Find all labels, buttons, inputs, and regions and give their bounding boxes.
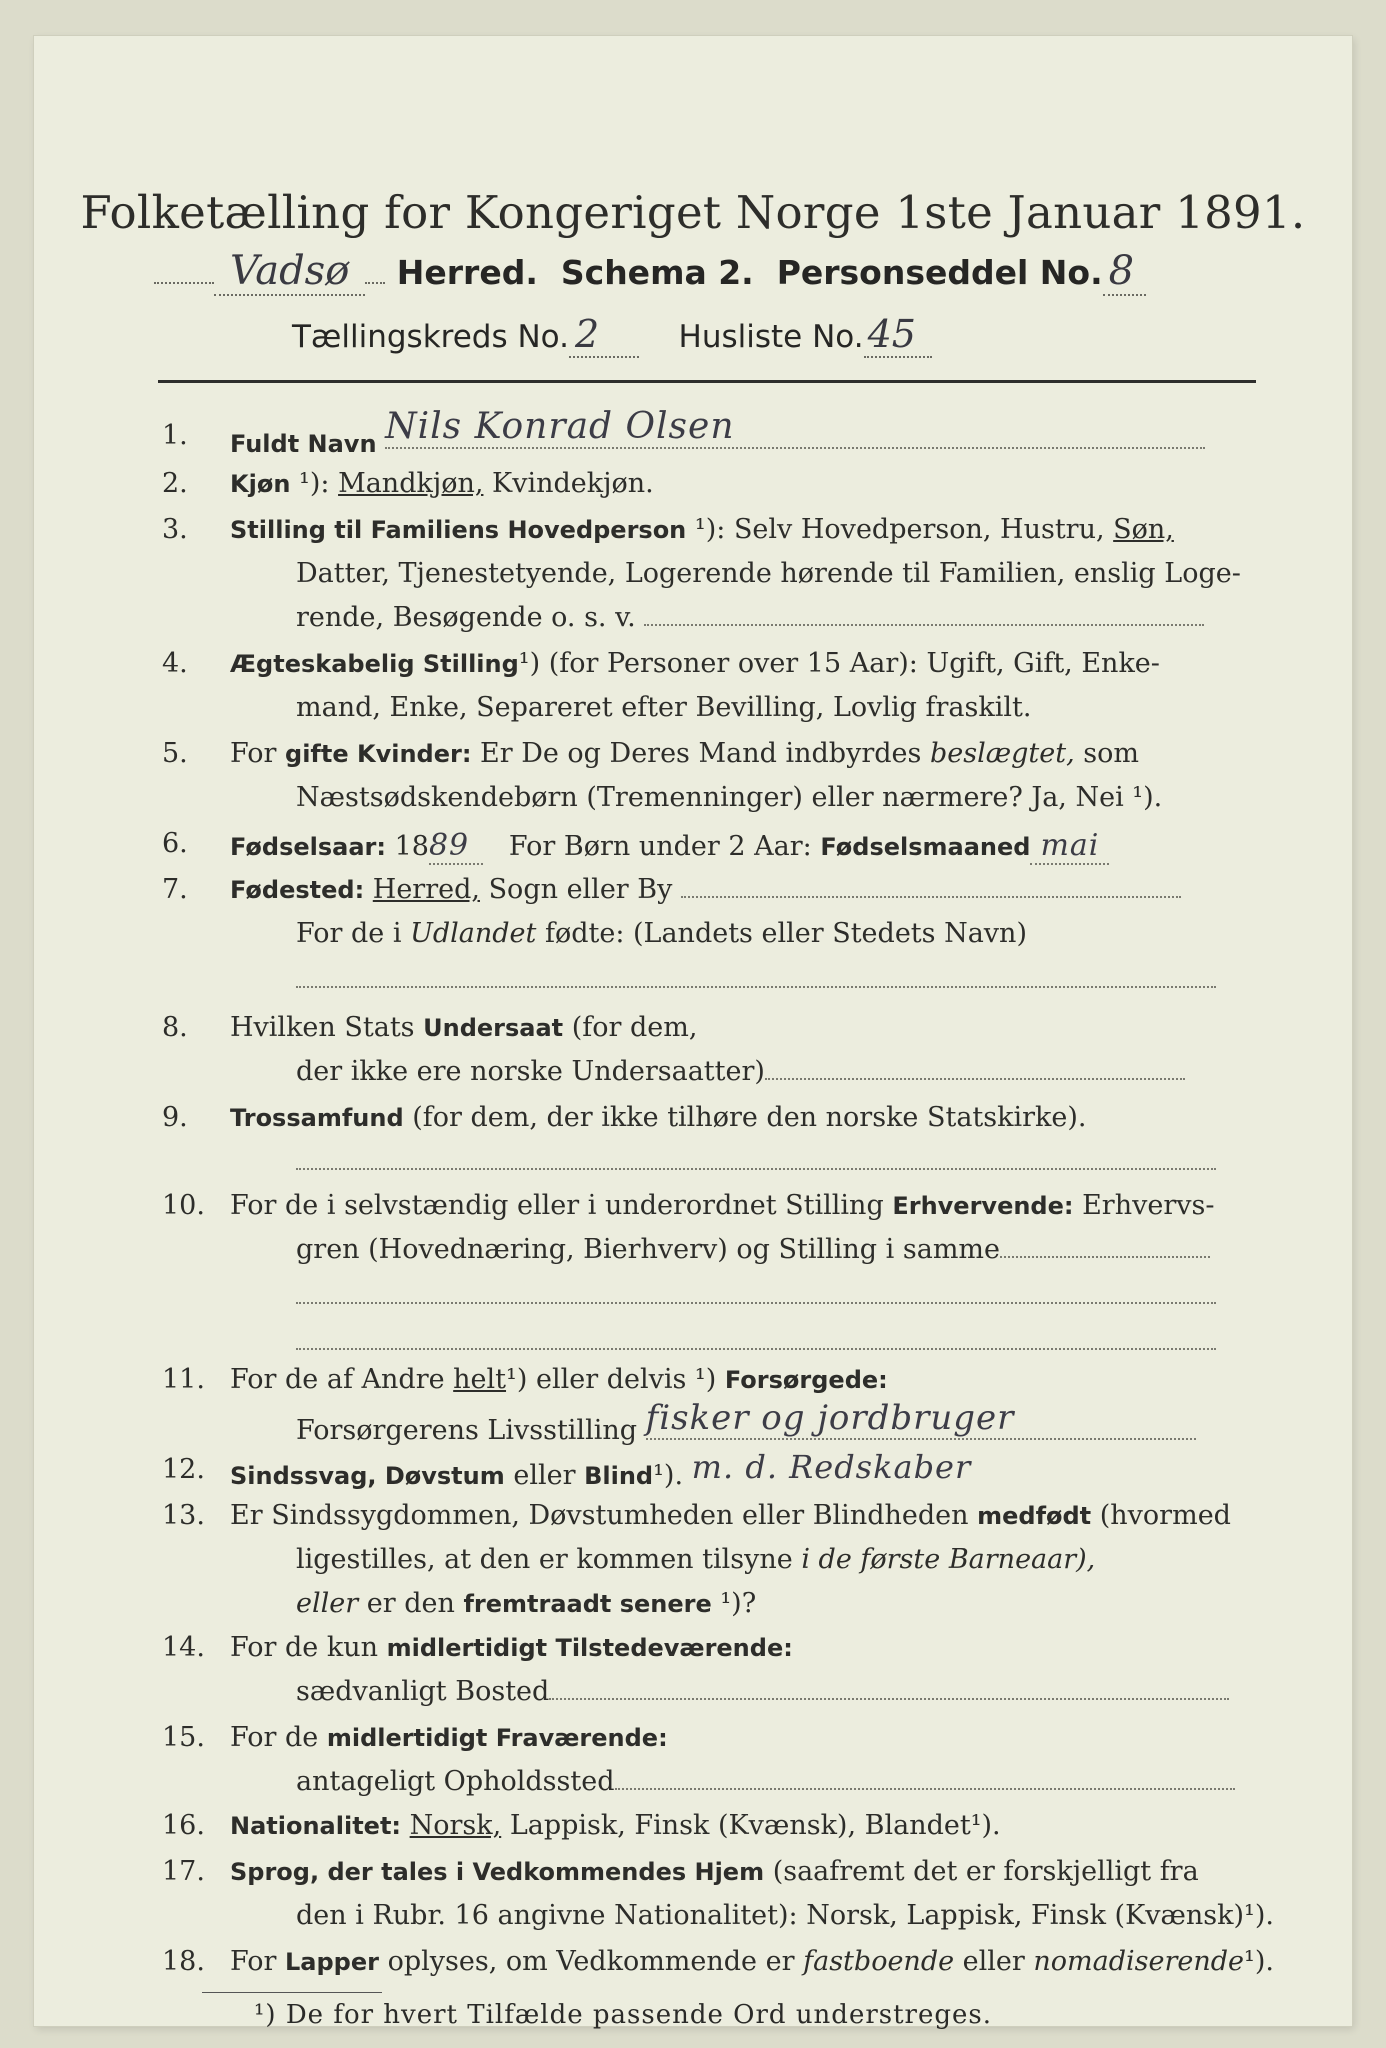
item-number: 1. — [162, 420, 188, 451]
item-text: der ikke ere norske Undersaatter) — [296, 1056, 765, 1087]
fodested-option-herred: Herred, — [372, 874, 480, 905]
item-label: Ægteskabelig Stilling — [230, 650, 519, 678]
item-label: Fødested: — [230, 876, 365, 904]
fodselsaar-value: 89 — [429, 828, 483, 865]
husliste-value: 45 — [864, 312, 932, 358]
item-number: 13. — [162, 1500, 205, 1531]
header-row-1 — [154, 248, 1146, 296]
item-text: fastboende — [803, 1946, 955, 1977]
header-row-2 — [292, 312, 932, 358]
item-label: Forsørgede: — [724, 1366, 888, 1394]
item-text: sædvanligt Bosted — [296, 1676, 550, 1707]
item-text: ¹) (for Personer over 15 Aar): Ugift, Gift, Enke- — [518, 648, 1160, 679]
item-text: Er Sindssygdommen, Døvstumheden eller Blindheden — [230, 1500, 969, 1531]
item-text: eller — [296, 1588, 359, 1619]
item-text: eller — [513, 1460, 576, 1491]
item-text: Erhvervs- — [1082, 1190, 1215, 1221]
husliste-label: Husliste No. — [678, 319, 864, 355]
item-text: Hvilken Stats — [230, 1012, 415, 1043]
item-number: 14. — [162, 1632, 205, 1663]
item-number: 3. — [162, 514, 188, 545]
year-prefix: 18 — [394, 831, 429, 862]
item-number: 9. — [162, 1102, 188, 1133]
kreds-value: 2 — [569, 312, 639, 358]
item-number: 12. — [162, 1454, 205, 1485]
dotted-fill — [296, 1284, 1216, 1304]
item-label: Fuldt Navn — [230, 430, 377, 458]
item-text: fødte: (Landets eller Stedets Navn) — [544, 918, 1027, 949]
item-label: gifte Kvinder: — [285, 740, 472, 768]
personseddel-label: Personseddel No. — [776, 253, 1103, 292]
personseddel-value: 8 — [1103, 248, 1146, 296]
header-divider — [158, 380, 1256, 383]
fodselsmaaned-value: mai — [1030, 828, 1109, 865]
item-label: Erhvervende: — [892, 1192, 1074, 1220]
item-text: For de i — [296, 918, 402, 949]
forsorget-option-helt: helt — [453, 1364, 507, 1395]
footnote-ref: ¹)? — [720, 1588, 757, 1619]
item-text: antageligt Opholdssted — [296, 1766, 615, 1797]
item-text: mand, Enke, Separeret efter Bevilling, Lovlig fraskilt. — [296, 692, 1032, 723]
item-label: Kjøn — [230, 470, 291, 498]
item-text: i de første Barneaar), — [801, 1544, 1096, 1575]
forsorger-livsstilling-value: fisker og jordbruger — [646, 1398, 1196, 1440]
footnote: ¹) De for hvert Tilfælde passende Ord understreges. — [254, 2000, 993, 2030]
dotted-leader — [154, 282, 214, 284]
dotted-fill — [615, 1770, 1235, 1790]
item-label: midlertidigt Tilstedeværende: — [386, 1634, 793, 1662]
item-label: Sindssvag, Døvstum — [230, 1462, 505, 1490]
item-label: Trossamfund — [230, 1104, 404, 1132]
sindssvag-value: m. d. Redskaber — [691, 1448, 972, 1486]
item-label: Sprog, der tales i Vedkommendes Hjem — [230, 1858, 765, 1886]
item-number: 18. — [162, 1946, 205, 1977]
item-text: nomadiserende — [1033, 1946, 1245, 1977]
item-text: Udlandet — [410, 918, 537, 949]
item-text: For de kun — [230, 1632, 378, 1663]
item-label: midlertidigt Fraværende: — [326, 1724, 668, 1752]
item-number: 6. — [162, 828, 188, 859]
item-text: (saafremt det er forskjelligt fra — [772, 1856, 1199, 1887]
item-number: 2. — [162, 468, 188, 499]
item-text: For Børn under 2 Aar: — [508, 831, 812, 862]
item-text: For de af Andre — [230, 1364, 445, 1395]
item-text: beslægtet, — [929, 738, 1075, 769]
item-text: Sogn eller By — [488, 874, 673, 905]
item-label: Stilling til Familiens Hovedperson — [230, 516, 687, 544]
item-text: ¹) eller delvis ¹) — [506, 1364, 717, 1395]
item-text: For de i selvstændig eller i underordnet Stilling — [230, 1190, 884, 1221]
footnote-ref: ¹): — [299, 468, 330, 499]
item-text: (for dem, — [571, 1012, 698, 1043]
item-number: 17. — [162, 1856, 205, 1887]
item-label: Fødselsmaaned — [820, 833, 1031, 861]
item-label: Lapper — [285, 1948, 379, 1976]
footnote-ref: ¹): — [694, 514, 726, 545]
dotted-fill — [549, 1680, 1229, 1700]
item-text: den i Rubr. 16 angivne Nationalitet): Norsk, Lappisk, Finsk (Kvænsk)¹). — [296, 1900, 1274, 1931]
footnote-divider — [202, 1992, 382, 1993]
dotted-fill — [644, 606, 1204, 626]
item-text: som — [1083, 738, 1139, 769]
dotted-fill — [765, 1060, 1185, 1080]
item-number: 8. — [162, 1012, 188, 1043]
item-text: For — [230, 738, 277, 769]
item-text: For de — [230, 1722, 319, 1753]
dotted-fill — [296, 968, 1216, 988]
item-text: (for dem, der ikke tilhøre den norske Statskirke). — [412, 1102, 1087, 1133]
stilling-option-son: Søn, — [1113, 514, 1174, 545]
dotted-fill — [681, 878, 1181, 898]
nationalitet-option-norsk: Norsk, — [409, 1810, 502, 1841]
item-number: 4. — [162, 648, 188, 679]
item-text: gren (Hovednæring, Bierhverv) og Stilling i samme — [296, 1234, 1001, 1265]
item-text: rende, Besøgende o. s. v. — [296, 602, 636, 633]
item-label: Nationalitet: — [230, 1812, 402, 1840]
census-form-sheet — [34, 36, 1352, 2030]
item-text: eller — [962, 1946, 1025, 1977]
item-label: fremtraadt senere — [463, 1590, 712, 1618]
item-text: Forsørgerens Livsstilling — [296, 1415, 638, 1446]
form-title: Folketælling for Kongeriget Norge 1ste Januar 1891. — [80, 186, 1306, 239]
item-number: 10. — [162, 1190, 205, 1221]
herred-value: Vadsø — [214, 248, 365, 296]
item-number: 15. — [162, 1722, 205, 1753]
item-text: (hvormed — [1099, 1500, 1231, 1531]
item-label: Blind — [584, 1462, 654, 1490]
footnote-ref: ¹). — [1244, 1946, 1274, 1977]
item-text: ligestilles, at den er kommen tilsyne — [296, 1544, 793, 1575]
item-text: er den — [366, 1588, 455, 1619]
item-number: 16. — [162, 1810, 205, 1841]
herred-label: Herred. — [396, 253, 538, 292]
item-text: Næstsødskendebørn (Tremenninger) eller nærmere? Ja, Nei ¹). — [296, 782, 1163, 813]
item-text: Selv Hovedperson, Hustru, — [733, 514, 1105, 545]
item-text: Datter, Tjenestetyende, Logerende hørende til Familien, enslig Loge- — [296, 558, 1241, 589]
fuldt-navn-value: Nils Konrad Olsen — [385, 406, 1205, 449]
item-text: For — [230, 1946, 277, 1977]
item-text: Lappisk, Finsk (Kvænsk), Blandet¹). — [509, 1810, 1001, 1841]
schema-label: Schema 2. — [560, 253, 754, 292]
item-text: Er De og Deres Mand indbyrdes — [480, 738, 922, 769]
item-label: Undersaat — [423, 1014, 564, 1042]
footnote-ref: ¹). — [653, 1460, 684, 1491]
item-label: medfødt — [977, 1502, 1092, 1530]
dotted-leader — [365, 282, 385, 284]
dotted-fill — [296, 1150, 1216, 1170]
kjon-option-mandkjon: Mandkjøn, — [338, 468, 484, 499]
dotted-fill — [1000, 1238, 1210, 1258]
kreds-label: Tællingskreds No. — [292, 319, 569, 355]
item-number: 5. — [162, 738, 188, 769]
item-number: 7. — [162, 874, 188, 905]
item-number: 11. — [162, 1364, 205, 1395]
item-label: Fødselsaar: — [230, 833, 386, 861]
dotted-fill — [296, 1330, 1216, 1350]
item-text: oplyses, om Vedkommende er — [387, 1946, 795, 1977]
kjon-option-kvindekjon: Kvindekjøn. — [492, 468, 654, 499]
